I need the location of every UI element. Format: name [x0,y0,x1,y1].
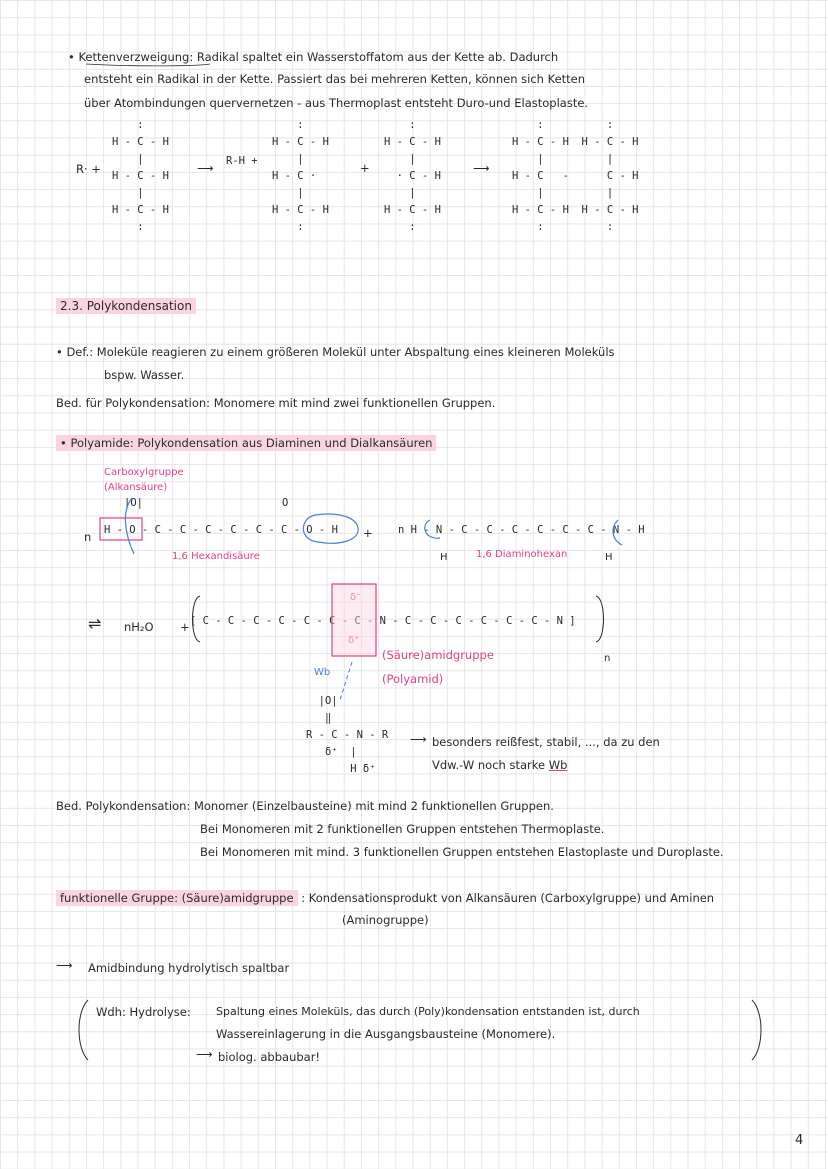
amid-arrow: ⟶ [56,958,73,972]
plus-reactants: + [363,526,373,540]
functional-group-desc: : Kondensationsprodukt von Alkansäuren (Carboxylgruppe) und Aminen [301,891,715,905]
polyamide-formula: [ C - C - C - C - C - C - C - N - C - C - C - C - C - C - N ] [190,615,576,627]
property-line-1: besonders reißfest, stabil, ..., da zu den [432,735,660,749]
carbonyl-oxygen-left: |O| [124,497,143,509]
oh-removal-circle [303,514,358,543]
alkansaeure-label: (Alkansäure) [104,482,168,493]
water-product: nH₂O [124,620,154,634]
carboxyl-label: Carboxylgruppe [104,467,184,478]
definition-line-1: • Def.: Moleküle reagieren zu einem größeren Molekül unter Abspaltung eines kleineren Moleküls [56,345,615,359]
split-mark-amine-right [613,520,622,545]
molecule-chain-radical: : H - C - H | H - C · | H - C - H : [272,119,329,233]
underline-kettenverzweigung [86,64,210,66]
partial-charge-minus: δ⁻ [350,592,362,603]
amid-bond-text: Amidbindung hydrolytisch spaltbar [88,961,290,975]
partial-charge-plus: δ⁺ [348,635,360,646]
section-title: 2.3. Polykondensation [56,298,196,314]
property-line-2: Vdw.-W noch starke [432,758,546,772]
hydrolysis-prefix: Wdh: Hydrolyse: [96,1005,191,1019]
rh-product: R-H + [226,155,264,167]
molecule-chain-radical-2: : H - C - H | · C - H | H - C - H : [384,119,441,233]
plus-sign: + [360,161,370,175]
amide-group-box [332,584,376,656]
amine-hydrogen-left: H [440,552,448,563]
definition-line-2: bspw. Wasser. [104,368,185,382]
crosslinked-molecule: : : H - C - H H - C - H | | H - C - C - H | | H - C - H H - C - H : : [512,119,639,233]
carbonyl-oxygen-right: O [282,497,289,509]
bracket-right [752,1000,761,1060]
split-mark-acid-left [125,498,134,554]
equilibrium-arrow: ⇌ [88,614,102,633]
polyamide-heading: • Polyamide: Polykondensation aus Diaminen und Dialkansäuren [56,435,436,451]
property-arrow: ⟶ [410,732,427,746]
polymer-bracket-right [596,596,604,642]
reaction-arrow-2: ⟶ [473,161,490,175]
condition-2-line-3: Bei Monomeren mit mind. 3 funktionellen Gruppen entstehen Elastoplaste und Duroplaste. [200,845,724,859]
property-line-2-wb: Wb [548,758,568,772]
diaminohexan-formula: n H - N - C - C - C - C - C - C - N - H [398,524,645,536]
molecule-chain-1: : H - C - H | H - C - H | H - C - H : [112,119,169,233]
plus-products: + [180,620,190,634]
hydrogen-bond-line [340,662,352,700]
condition-2-line-1: Bed. Polykondensation: Monomer (Einzelbausteine) mit mind 2 funktionellen Gruppen. [56,799,554,813]
split-mark-amine-left [425,520,440,538]
polymer-bracket-left [193,596,201,642]
hydrolysis-line-1: Spaltung eines Moleküls, das durch (Poly)kondensation entstanden ist, durch [216,1005,640,1018]
condition-line: Bed. für Polykondensation: Monomere mit mind zwei funktionellen Gruppen. [56,396,496,410]
kettenverzweigung-line-2: entsteht ein Radikal in der Kette. Passiert das bei mehreren Ketten, können sich Ketten [84,72,586,86]
carboxyl-group-box [100,518,142,540]
repeat-index-n: n [604,653,611,664]
page-number: 4 [795,1133,804,1148]
kettenverzweigung-line-1: • Kettenverzweigung: Radikal spaltet ein Wasserstoffatom aus der Kette ab. Dadurch [68,50,559,64]
amine-hydrogen-right: H [605,552,613,563]
functional-group-desc-2: (Aminogruppe) [342,913,429,927]
hydrogen-bonded-amide: |O| ‖ R - C - N - R δ⁺ | H δ⁺ [306,695,389,775]
functional-group-label: funktionelle Gruppe: (Säure)amidgruppe [56,890,298,906]
radical-symbol: R· + [76,162,101,176]
polyamid-label: (Polyamid) [382,672,444,686]
hydrolysis-line-3: biolog. abbaubar! [218,1050,321,1064]
diaminohexan-name: 1,6 Diaminohexan [476,549,568,560]
coefficient-n-acid: n [84,530,92,544]
condition-2-line-2: Bei Monomeren mit 2 funktionellen Gruppen entstehen Thermoplaste. [200,822,605,836]
hydrolysis-arrow: ⟶ [196,1047,213,1061]
hexandisaeure-formula: H - O - C - C - C - C - C - C - O - H [104,524,338,536]
amid-group-label: (Säure)amidgruppe [382,648,494,662]
hydrogen-bond-label: Wb [314,667,331,678]
reaction-arrow-1: ⟶ [197,161,214,175]
kettenverzweigung-line-3: über Atombindungen quervernetzen - aus Thermoplast entsteht Duro-und Elastoplaste. [84,96,589,110]
bracket-left [79,1000,88,1060]
hexandisaeure-name: 1,6 Hexandisäure [172,551,260,562]
hydrolysis-line-2: Wassereinlagerung in die Ausgangsbausteine (Monomere). [216,1027,556,1041]
